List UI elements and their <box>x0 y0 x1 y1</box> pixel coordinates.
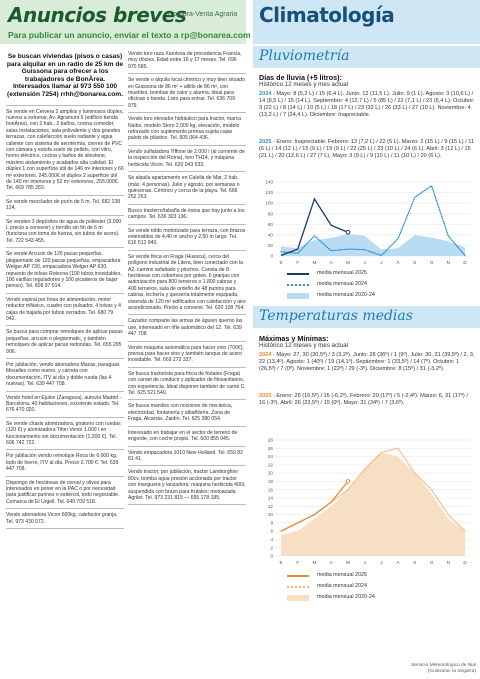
classified-ad: Cazador comparte las armas de águien querrio las use, interesado en rifle automático del 12. Tel. 639 447 708. <box>128 315 246 341</box>
rain-section-title: Pluviometría <box>259 48 350 64</box>
x-tick-label: S <box>413 560 417 565</box>
y-tick-label: 20 <box>267 243 273 249</box>
y-tick-label: 12 <box>267 503 273 509</box>
legend-swatch <box>287 575 309 577</box>
y-tick-label: 140 <box>265 179 273 185</box>
x-tick-label: J <box>363 260 366 265</box>
classifieds-title: Anuncios breves <box>8 3 187 27</box>
rain-2024-paragraph <box>259 91 475 119</box>
legend-swatch <box>287 595 309 601</box>
y-tick-label: 26 <box>267 445 273 451</box>
x-tick-label: N <box>446 560 450 565</box>
climate-section <box>253 0 480 679</box>
y-tick-label: 14 <box>267 495 273 501</box>
classified-ad: Se alquila apartamento en Calella de Mar, 2 hab. (máx. 4 personas). Julio y agosto, por semanas o quincenas. Céntrico y cerca de la playa. Tel. 666 252 263. <box>128 172 246 205</box>
temp-2024-paragraph <box>259 352 475 373</box>
x-tick-label: A <box>329 260 333 265</box>
x-tick-label: J <box>363 560 366 565</box>
featured-ad: Se buscan viviendas (pisos o casas) para alquilar en un radio de 25 km de Guissona para ofrecer a los trabajadores de BonÀrea. Interesados llamar al 973 550 100 (extensión 7254) rrhh@bonarea.com. <box>6 48 124 106</box>
rain-2025-text: Enero: Inapreciable. Febrero: 13 (7,2 L) / 22 (5 L). Marzo: 2 (15 L) / 9 (15 L) / 11 (6 L) / 14 (12 L) / 15 (9 L) / 19 (9 L) / 22 (25 L) / 23 (10 L) / 24 (6 L). Abril: 3 (12 L) / 15 (21 L) / 20 (12,6 L) / 27 (7 L). Mayo: 3 (9 L) / 9 (10 L) / 11 (10 L) / 20 (6 L). <box>259 139 475 159</box>
y-tick-label: 20 <box>267 470 273 476</box>
y-tick-label: 6 <box>270 528 273 534</box>
temperature-chart <box>259 436 475 566</box>
y-tick-label: 60 <box>267 221 273 227</box>
x-tick-label: O <box>429 560 434 565</box>
classified-ad: Se vende mezclador de purín de 5 m. Tel. 682 138 124. <box>6 196 124 216</box>
x-tick-label: M <box>345 560 350 565</box>
classified-ad: Se vende o alquila local céntrico y muy bien situado en Guissona de 86 m² + altillo de 86 m², con muebles, bombas de calor y alarma, ideal para oficinas o tienda. Listo para entrar. Tel. 636 709 979. <box>128 74 246 113</box>
x-tick-label: M <box>312 260 317 265</box>
legend-swatch <box>287 586 309 588</box>
y-tick-label: 0 <box>270 553 273 559</box>
temp-section-header <box>253 306 480 328</box>
y-tick-label: 2 <box>270 545 273 551</box>
rain-2025-label: 2025 - <box>259 139 277 145</box>
x-tick-label: F <box>296 560 300 565</box>
classified-ad: Se busca maniliss con nociones de mecánica, electricidad, fontanería y albañilería. Zona de Fraga, Alcarràs, Zaidín. Tel. 625 380 054. <box>128 400 246 426</box>
series-point-2025 <box>346 480 350 484</box>
rain-2025-paragraph <box>259 139 475 160</box>
y-tick-label: 28 <box>267 437 273 443</box>
y-tick-label: 10 <box>267 512 273 518</box>
x-tick-label: M <box>345 260 350 265</box>
rain-2024-label: 2024 - <box>259 91 277 97</box>
x-tick-label: A <box>329 560 333 565</box>
x-tick-label: J <box>380 260 383 265</box>
y-tick-label: 16 <box>267 487 273 493</box>
x-tick-label: O <box>429 260 434 265</box>
x-tick-label: N <box>446 260 450 265</box>
x-tick-label: D <box>463 260 467 265</box>
publish-instructions: Para publicar un anuncio, enviar el texto a rp@bonarea.com <box>8 30 251 40</box>
y-tick-label: 0 <box>270 253 273 259</box>
x-tick-label: M <box>312 560 317 565</box>
rain-2024-text: Mayo: 8 (5,2 L) / 15 (6,4 L). Junio: 12 (11,5 L). Julio: 9 (1 L). Agosto: 3 (10,6 L) / 14 (8,5 L) / 15 (14 L). Septiembre: 4 (12,7 L) / 5 (85 L) / 22 (7,1 L) / 23 (6,4 L). Octubre: 3 (22 L) / 8 (14 L) / 10 (5 L) / 18 (17 L) / 23 (32 L) / 26 (33 L) / 27 (10 L). Noviembre: 4 (13,2 L) / 7 (24,4 L). Diciembre: Inapreciable. <box>259 91 475 118</box>
classified-ad: Por jubilación, vendo abonadora Mazas, paraguas Mesalles como nuevo, y carreta con documentación, ITV al día y doble rueda (las 4 nuevas). Tel. 639 447 708. <box>6 359 124 392</box>
classified-ad: Se busca para comprar remolques de aplicar pacas pequeñas, arcusin o pleganmatic, y también remolques de aplicar pacas redondas. Tel. 655 295 906. <box>6 326 124 359</box>
rain-section-header <box>253 46 480 68</box>
classified-ad: Vendo espiral por línea de alimentación, motor reductor trifásico, cuadro con pulsador, 4 tolvas y 4 cajas de bajada por tubos cerrados. Tel. 680 79 042. <box>6 294 124 327</box>
temp-2025-label: 2025 - <box>259 393 277 399</box>
classified-ad: Vendo toro raza Xarolesa de procedencia Francia, muy dócies. Edad entre 16 y 17 meses. Tel. 696 970 585. <box>128 48 246 74</box>
y-tick-label: 18 <box>267 479 273 485</box>
classified-ad: Vendo hotel en Ejulve (Zaragoza), autovía Madrid - Barcelona, 40 habitaciones, excelente estado. Tel. 676 470 020. <box>6 392 124 418</box>
classified-ad: Vendo empacadora 1010 New Holland. Tel. 659 82 81 41. <box>128 447 246 467</box>
legend-label: media mensual 2020-24 <box>317 292 375 298</box>
rain-legend <box>259 270 475 306</box>
x-tick-label: E <box>279 560 283 565</box>
rain-subheading: Histórico 12 meses y mes actual <box>259 81 349 88</box>
legend-swatch <box>287 273 309 275</box>
credit-line: Servicio Meteorológico de Nial <box>411 663 476 668</box>
classified-ad: Se vende finca en Fraga (Huesca), cerca del polígono industrial de Litera, bien conectado con la A2, camino asfaltado y pinchos. Consta de 8 hectáreas con cobertura por goteo. 6 granjas con autorización para 800 terneros o 1.800 cabras y 400 terneros, sala de ordeño de 48 puntos para cabras, lechería y quesería totalmente equipada, vivienda de 120 m² edificados con calefacción y aire acondicionado. Precio a convenir. Tel. 620 108 764. <box>128 251 246 316</box>
rain-heading: Días de lluvia (+5 litros): <box>259 73 342 82</box>
y-tick-label: 22 <box>267 462 273 468</box>
legend-label: media mensual 2025 <box>317 572 368 578</box>
classified-ad: Se vende toldo motorizado para terraza, con brazos extensibles de 4,40 m ancho y 2,50 m largo. Tel. 616 512 840. <box>128 225 246 251</box>
temp-2025-text: Enero: 26 (16,5º) / 15 (-6,2º). Febrero: 20 (17º) / 5 (-2,4º). Marzo: 6, 31 (17º) / 16 (-3º). Abril: 26 (23,5º) / 15 (0º). Mayo: 31 (34º) / 7 (3,6º). <box>259 393 468 406</box>
x-tick-label: D <box>463 560 467 565</box>
climate-title: Climatología <box>259 3 395 27</box>
classified-ad: Busco trasterro/tabaña de éstos que hay junto a los campos. Tel. 636 303 136. <box>128 205 246 225</box>
y-tick-label: 80 <box>267 211 273 217</box>
classifieds-column-a <box>6 48 124 529</box>
classified-ad: Se busca tractorista para finca de frutales (Fraga) con carnet de conducir y aplicador de fitosanitarios, con experiencia. Ideal disponer también de carné C. Tel. 625 521 540. <box>128 368 246 401</box>
classified-ad: Vendo tractor, por jubilación, tractor Lamborghini 80cv, bomba agua presión accionada por tractor con manguera y lanzadora; máquina herbicida 400l, suspendida con brazo para frutales; motoazada Agrilet. Tel. 973 231 815 — 655 178 185. <box>128 466 246 505</box>
classified-ad: Interesado en trabajar en el sector de terreno de engorde, con coche propio. Tel. 600 855 045. <box>128 427 246 447</box>
source-credit <box>411 663 476 675</box>
legend-label: media mensual 2025 <box>317 270 368 276</box>
legend-label: media mensual 2020-24 <box>317 594 375 600</box>
legend-label: media mensual 2024 <box>317 583 368 589</box>
rain-chart <box>259 178 475 266</box>
y-tick-label: 24 <box>267 454 273 460</box>
classified-ad: Vendo toro elevador hidráulico para tractor, marca Niubo, modelo Storn 2.000 kg, elevación, modelo reforzado con suplemento prensa sujeta cajas palots de plástico. Tel. 605 064 436. <box>128 113 246 146</box>
credit-line: (Guissona, la Segarra) <box>427 669 476 674</box>
classified-ad: Se vende chasis atomizadora, giratorio con ruedas (120 €) y atomizadora Tifon Vento 1.000 l en funcionamiento sin documentación (1.200 €). Tel. 606 742 722. <box>6 418 124 451</box>
classifieds-subtitle: Compra-Venta Agraria <box>168 11 238 18</box>
legend-label: media mensual 2024 <box>317 281 368 287</box>
classified-ad: Se venden 3 depósitos de agua de poliéster (3.000 L precio a convenir) y tornillo sin fin de 6 m (funciona con toma de fuerza, sin tubos de acero). Tel. 722 543 455. <box>6 216 124 249</box>
climate-header <box>253 0 480 44</box>
temp-2025-paragraph <box>259 393 475 407</box>
temp-section-title: Temperaturas medias <box>259 308 413 324</box>
x-tick-label: E <box>279 260 283 265</box>
x-tick-label: J <box>380 560 383 565</box>
classified-ad: Vendo abonadora Vicon 600kg, calefactor granja. Tel. 973 430 072. <box>6 509 124 529</box>
y-tick-label: 120 <box>265 190 273 196</box>
classified-ad: Vendo sulfatadora Tiffone de 2.000 l (al corriente de la inspección del Roma), toro TH14, y máquina herbicida Vicon. Tel. 620 043 533. <box>128 146 246 172</box>
temp-2024-text: Mayo: 27, 30 (30,5º) / 3 (3,2º). Junio: 28 (36º) / 1 (9º). Julio: 30, 31 (39,5º) / 2, 3, 22 (13,4º). Agosto: 1 (40º) / 19 (14,1º). Septiembre: 1 (33,5º) / 14 (7º). Octubre: 1 (26,5º) / 7 (0º). Noviembre: 1 (22º) / 29 (-3º). Diciembre: 8 (15º) / 31 (-3,2º). <box>259 352 475 372</box>
x-tick-label: F <box>296 260 300 265</box>
y-tick-label: 100 <box>265 200 273 206</box>
classified-ad: Se vende Arcusin de 120 pacas pequeñas, pleganmatic de 120 pacas pequeñas, empacadora Welger AP 730, empacadora Welger AP 630, repuesto de tolvas Rotecna (100 tubos inoxidables, 100 varillas reguladores y 100 picaderos de bajar pienso). Tel. 608 97 014. <box>6 248 124 293</box>
y-tick-label: 4 <box>270 537 273 543</box>
x-tick-label: A <box>396 260 400 265</box>
y-tick-label: 8 <box>270 520 273 526</box>
y-tick-label: 40 <box>267 232 273 238</box>
classified-ad: Se vende en Cervera 2 amplios y luminosos dúplex, nuevos a estrenar, Av. Agramunt 5 (edificio tienda bonÀrea), con 2 hab., 2 baños, cocina comedor, salas instalaciones, sala polivalente y dos grandes terrazas, con calefacción suelo radiante y agua caliente con sistema de aerotérmia, cierres de PVC con cámara y estufa suelo de pellets, con vitro, horno eléctrico, cocina y baños de silestone, máximo aislamiento y acabados alta calidad. El dúplex 1 con superficie útil de 146 m² interiores y 66 m² exteriores, 245.000€ el dúplex 2 superficie útil de 140 m² interiores y 52 m² exteriores, 255.000€. Tel. 669 785 283. <box>6 106 124 196</box>
temp-legend <box>259 572 475 608</box>
series-area-avg <box>281 452 465 556</box>
legend-swatch <box>287 284 309 286</box>
classifieds-column-b <box>128 48 246 505</box>
x-tick-label: A <box>396 560 400 565</box>
classified-ad: Por jubilación vendo remolque Roca de 6.000 kg, todo de hierro, ITV al día. Precio 2.700 €. Tel. 639 447 708. <box>6 450 124 476</box>
x-tick-label: S <box>413 260 417 265</box>
temp-heading: Máximas y Mínimas: <box>259 334 329 343</box>
series-point-2025 <box>346 230 350 234</box>
classified-ad: Dispongo de hectáreas de cereal y olivos para interesados en poner en la PAC o por necesidad para justificar purines o estiércol, todo negociable. Comarca de El Urgell. Tel. 649 709 518. <box>6 477 124 510</box>
classified-ad: Vendo máquina automática para hacer vino (700€), prensa para hacer vino y también tanque de acero inoxidable. Tel. 669 272 337. <box>128 342 246 368</box>
legend-swatch <box>287 293 309 299</box>
classifieds-header <box>0 0 251 44</box>
temp-2024-label: 2024 - <box>259 352 277 358</box>
temp-subheading: Histórico 12 meses y mes actual <box>259 342 349 349</box>
